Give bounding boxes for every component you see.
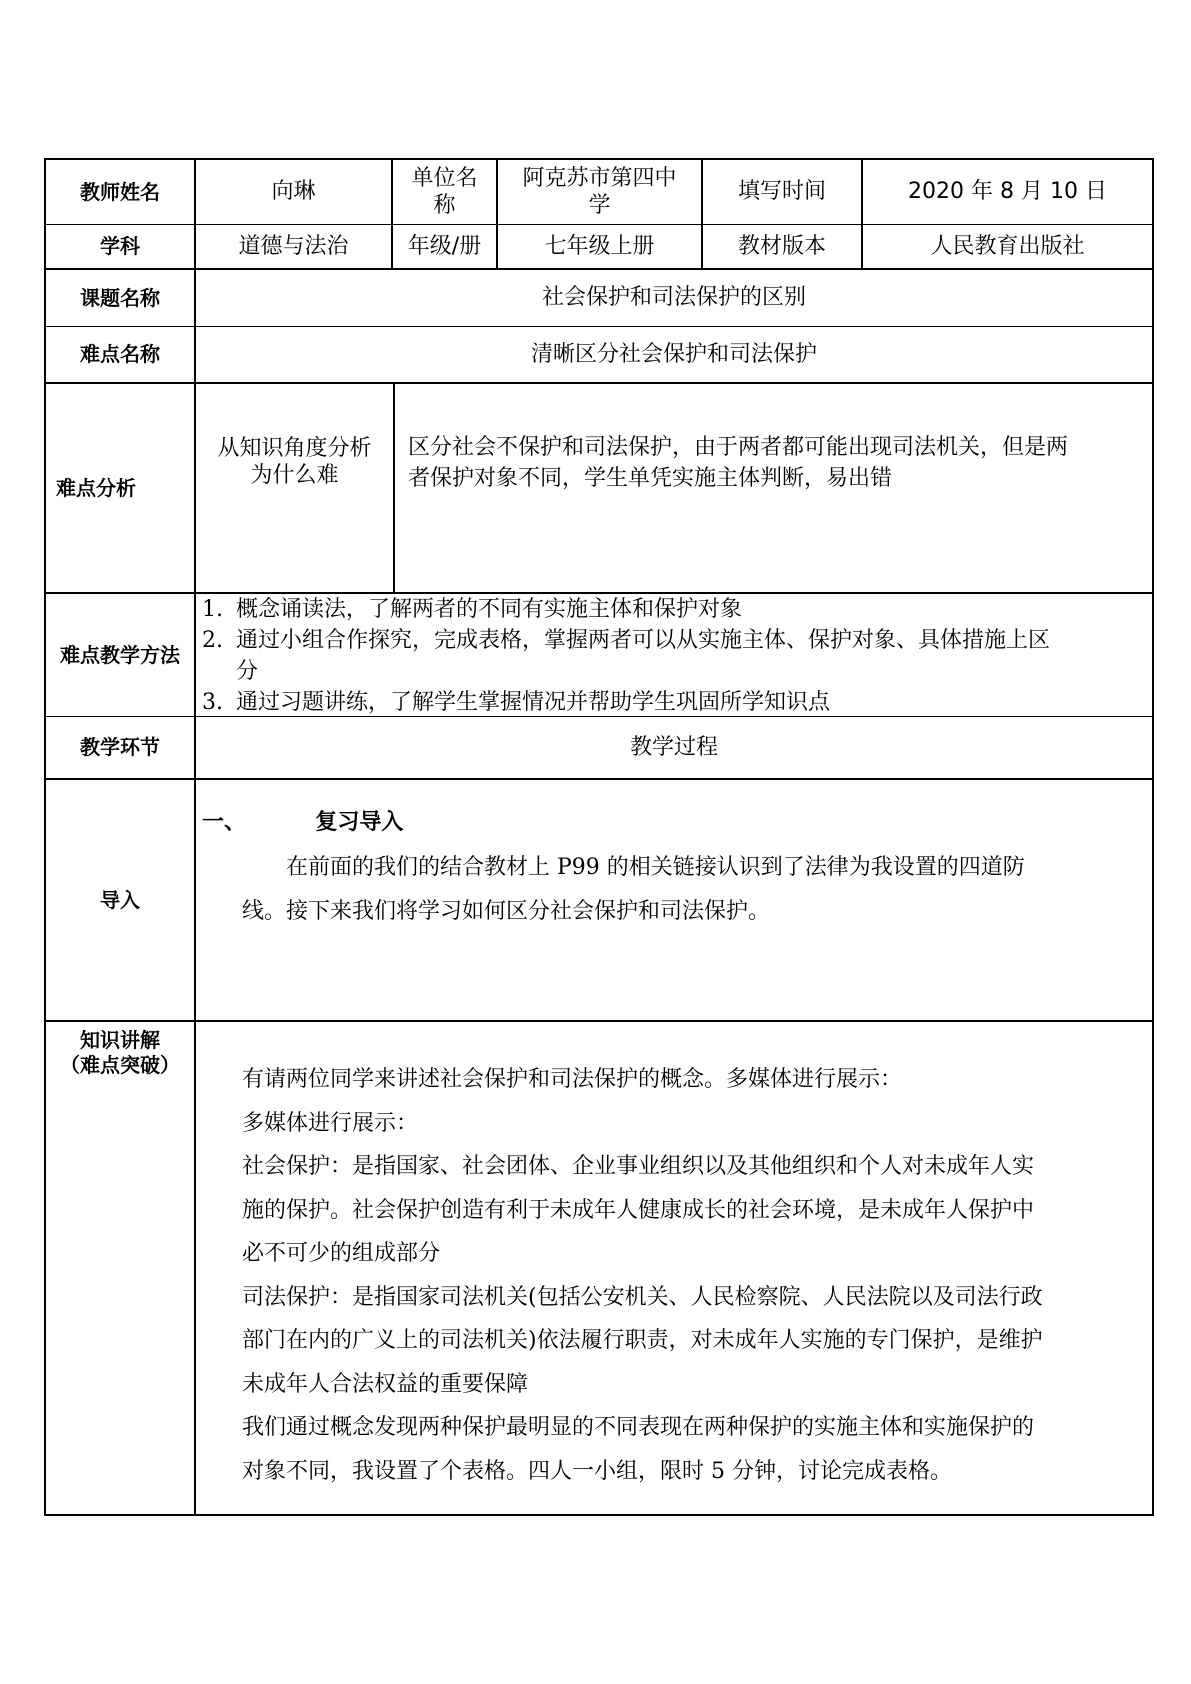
edition-label: 教材版本 (737, 233, 826, 259)
process-label: 教学环节 (80, 735, 160, 759)
method-text: 通过小组合作探究，完成表格，掌握两者可以从实施主体、保护对象、具体措施上区 (236, 628, 1051, 653)
edition-value: 人民教育出版社 (930, 233, 1085, 259)
analysis-text-line1: 区分社会不保护和司法保护，由于两者都可能出现司法机关，但是两 (408, 435, 1069, 460)
knowledge-label-line2: （难点突破） (60, 1053, 180, 1077)
method-text: 通过习题讲练，了解学生掌握情况并帮助学生巩固所学知识点 (236, 690, 831, 715)
teacher-name-label: 教师姓名 (80, 179, 160, 204)
analysis-text (408, 432, 1148, 494)
lesson-plan-table (44, 158, 1154, 1516)
analysis-angle-line1: 从知识角度分析 (217, 435, 372, 461)
method-item (202, 594, 1148, 625)
analysis-angle (196, 432, 393, 492)
method-item (202, 687, 1148, 718)
method-number: 1. (202, 597, 223, 622)
unit-name-value-line2: 学 (588, 193, 611, 218)
fill-date-label: 填写时间 (737, 179, 826, 205)
method-text: 分 (236, 659, 259, 684)
subject-label: 学科 (100, 234, 140, 258)
knowledge-line: 未成年人合法权益的重要保障 (242, 1371, 529, 1397)
intro-text (242, 846, 1142, 934)
unit-name-label-line2: 称 (433, 193, 456, 218)
method-number: 3. (202, 690, 223, 715)
intro-heading-number: 一、 (202, 810, 247, 835)
methods-label: 难点教学方法 (60, 642, 180, 667)
topic-label: 课题名称 (80, 285, 160, 310)
subject-value: 道德与法治 (238, 233, 349, 259)
analysis-text-line2: 者保护对象不同，学生单凭实施主体判断，易出错 (408, 466, 893, 491)
intro-heading (202, 808, 502, 838)
knowledge-line: 社会保护：是指国家、社会团体、企业事业组织以及其他组织和个人对未成年人实 (242, 1154, 1035, 1179)
topic-value: 社会保护和司法保护的区别 (541, 285, 806, 311)
grade-value: 七年级上册 (544, 233, 655, 259)
knowledge-line: 部门在内的广义上的司法机关)依法履行职责，对未成年人实施的专门保护，是维护 (242, 1328, 1043, 1353)
analysis-angle-line2: 为什么难 (250, 463, 339, 488)
col-divider (393, 384, 395, 592)
knowledge-line: 对象不同，我设置了个表格。四人一小组，限时 5 分钟，讨论完成表格。 (242, 1458, 952, 1484)
knowledge-line: 施的保护。社会保护创造有利于未成年人健康成长的社会环境，是未成年人保护中 (242, 1197, 1035, 1223)
unit-name-label-line1: 单位名 (411, 165, 478, 191)
process-title: 教学过程 (629, 734, 718, 760)
difficulty-value: 清晰区分社会保护和司法保护 (530, 341, 817, 367)
method-text: 概念诵读法，了解两者的不同有实施主体和保护对象 (236, 597, 743, 622)
knowledge-line: 多媒体进行展示： (242, 1110, 419, 1136)
unit-name-label (393, 160, 496, 224)
row-divider (46, 778, 1152, 780)
knowledge-line: 我们通过概念发现两种保护最明显的不同表现在两种保护的实施主体和实施保护的 (242, 1415, 1035, 1440)
knowledge-text (242, 1058, 1142, 1493)
unit-name-value-line1: 阿克苏市第四中 (522, 165, 677, 191)
knowledge-label-line1: 知识讲解 (80, 1028, 160, 1052)
method-item-continuation (202, 656, 1148, 687)
teacher-name-value: 向琳 (271, 179, 316, 205)
fill-date-value: 2020 年 8 月 10 日 (908, 179, 1107, 205)
intro-text-line1: 在前面的我们的结合教材上 P99 的相关链接认识到了法律为我设置的四道防 (286, 855, 1025, 880)
knowledge-label (46, 1022, 194, 1092)
unit-name-value (498, 160, 701, 224)
intro-label: 导入 (100, 887, 140, 912)
analysis-label: 难点分析 (56, 475, 136, 500)
knowledge-line: 必不可少的组成部分 (242, 1241, 441, 1266)
method-number: 2. (202, 628, 223, 653)
row-divider (46, 382, 1152, 384)
intro-heading-text: 复习导入 (315, 810, 404, 835)
difficulty-label: 难点名称 (80, 342, 160, 366)
knowledge-line: 有请两位同学来讲述社会保护和司法保护的概念。多媒体进行展示： (242, 1067, 903, 1092)
method-item (202, 625, 1148, 656)
grade-label: 年级/册 (407, 233, 482, 259)
row-divider (46, 1020, 1152, 1022)
methods-list (202, 594, 1148, 718)
intro-text-line2: 线。接下来我们将学习如何区分社会保护和司法保护。 (242, 899, 771, 924)
knowledge-line: 司法保护：是指国家司法机关(包括公安机关、人民检察院、人民法院以及司法行政 (242, 1284, 1043, 1310)
